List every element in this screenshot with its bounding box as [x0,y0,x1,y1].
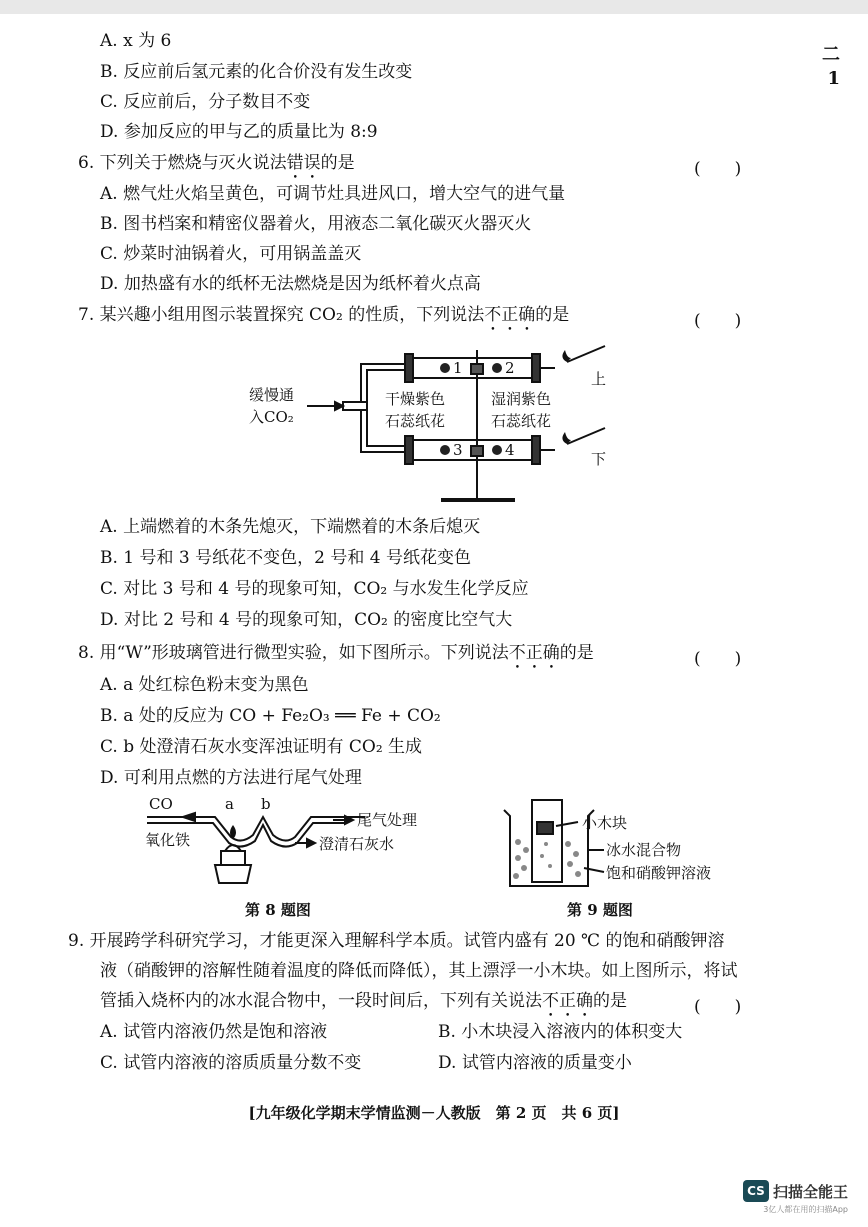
q9-stem-line-2: 液（硝酸钾的溶解性随着温度的降低而降低），其上漂浮一小木块。如上图所示，将试 [100,961,738,981]
scanner-watermark [743,1180,848,1215]
q6-answer-blank: ( ) [694,159,742,179]
kno3-solution-label: 饱和硝酸钾溶液 [606,864,712,882]
inlet-label-2: 入CO₂ [249,408,294,426]
flower-3 [440,445,450,455]
flower-1 [440,363,450,373]
inlet-label-1: 缓慢通 [249,386,295,404]
q7-stem: 7. 某兴趣小组用图示装置探究 CO₂ 的性质，下列说法不正确的是 [78,305,570,325]
q8-option-b: B. a 处的反应为 CO + Fe₂O₃ ══ Fe + CO₂ [100,706,441,726]
q9-option-b: B. 小木块浸入溶液内的体积变大 [438,1022,683,1042]
co-label: CO [149,795,173,813]
scanner-logo-icon: CS [743,1180,769,1202]
q5-option-a: A. x 为 6 [100,31,172,51]
limewater-label: 澄清石灰水 [319,835,395,853]
dry-label-2: 石蕊纸花 [385,412,446,430]
q9-option-a: A. 试管内溶液仍然是饱和溶液 [100,1022,328,1042]
flower-number-4: 4 [505,441,515,459]
flower-number-2: 2 [505,359,515,377]
q7-option-c: C. 对比 3 号和 4 号的现象可知，CO₂ 与水发生化学反应 [100,579,529,599]
exhaust-label: 尾气处理 [357,811,418,829]
q6-emphasis: 错误 [286,153,321,173]
q7-emphasis: 不正确 [484,305,536,325]
q7-option-d: D. 对比 2 号和 4 号的现象可知，CO₂ 的密度比空气大 [100,610,513,630]
q9-option-d: D. 试管内溶液的质量变小 [438,1053,632,1073]
q6-option-b: B. 图书档案和精密仪器着火，用液态二氧化碳灭火器灭火 [100,214,532,234]
point-a-label: a [225,795,234,813]
q8-option-c: C. b 处澄清石灰水变浑浊证明有 CO₂ 生成 [100,737,423,757]
q8-emphasis: 不正确 [508,643,560,663]
q6-option-d: D. 加热盛有水的纸杯无法燃烧是因为纸杯着火点高 [100,274,481,294]
ice-water-label: 冰水混合物 [606,841,682,859]
q8-option-d: D. 可利用点燃的方法进行尾气处理 [100,768,362,788]
dry-label-1: 干燥紫色 [385,390,446,408]
q6-option-a: A. 燃气灶火焰呈黄色，可调节灶具进风口，增大空气的进气量 [100,184,566,204]
point-b-label: b [261,795,271,813]
page-footer: [九年级化学期末学情监测－人教版 第 2 页 共 6 页] [248,1104,620,1122]
scanner-tagline: 3亿人都在用的扫描App [763,1205,848,1214]
q8-answer-blank: ( ) [694,649,742,669]
q9-stem-line-3: 管插入烧杯内的冰水混合物中，一段时间后，下列有关说法不正确的是 [100,991,627,1011]
flower-2 [492,363,502,373]
label-up: 上 [591,370,607,388]
scan-top-edge [0,0,868,14]
w-tube-figure [145,795,430,895]
q6-stem: 6. 下列关于燃烧与灭火说法错误的是 [78,153,355,173]
q9-option-c: C. 试管内溶液的溶质质量分数不变 [100,1053,362,1073]
q9-stem-line-1: 9. 开展跨学科研究学习，才能更深入理解科学本质。试管内盛有 20 ℃ 的饱和硝酸钾溶 [68,931,725,951]
flower-number-1: 1 [453,359,463,377]
wood-block-label: 小木块 [582,814,628,832]
q9-emphasis: 不正确 [542,991,593,1011]
q7-option-b: B. 1 号和 3 号纸花不变色，2 号和 4 号纸花变色 [100,548,471,568]
flower-4 [492,445,502,455]
q7-option-a: A. 上端燃着的木条先熄灭，下端燃着的木条后熄灭 [100,517,481,537]
beaker-figure [496,798,716,893]
q7-answer-blank: ( ) [694,311,742,331]
co2-apparatus-figure [245,340,625,510]
label-down: 下 [591,450,607,468]
wet-label-2: 石蕊纸花 [491,412,552,430]
margin-mark-bottom: 1 [827,68,840,89]
q9-figure-caption: 第 9 题图 [567,901,633,919]
q6-option-c: C. 炒菜时油锅着火，可用锅盖盖灭 [100,244,362,264]
iron-oxide-label: 氧化铁 [145,831,191,849]
q5-option-d: D. 参加反应的甲与乙的质量比为 8:9 [100,122,378,142]
wet-label-1: 湿润紫色 [491,390,552,408]
q8-stem: 8. 用“W”形玻璃管进行微型实验，如下图所示。下列说法不正确的是 [78,643,594,663]
flower-number-3: 3 [453,441,463,459]
q8-figure-caption: 第 8 题图 [245,901,311,919]
scanner-name: 扫描全能王 [772,1182,848,1201]
q8-option-a: A. a 处红棕色粉末变为黑色 [100,675,309,695]
q9-answer-blank: ( ) [694,997,742,1017]
q5-option-b: B. 反应前后氢元素的化合价没有发生改变 [100,62,413,82]
margin-mark-top: 二 [822,44,840,65]
q5-option-c: C. 反应前后，分子数目不变 [100,92,311,112]
